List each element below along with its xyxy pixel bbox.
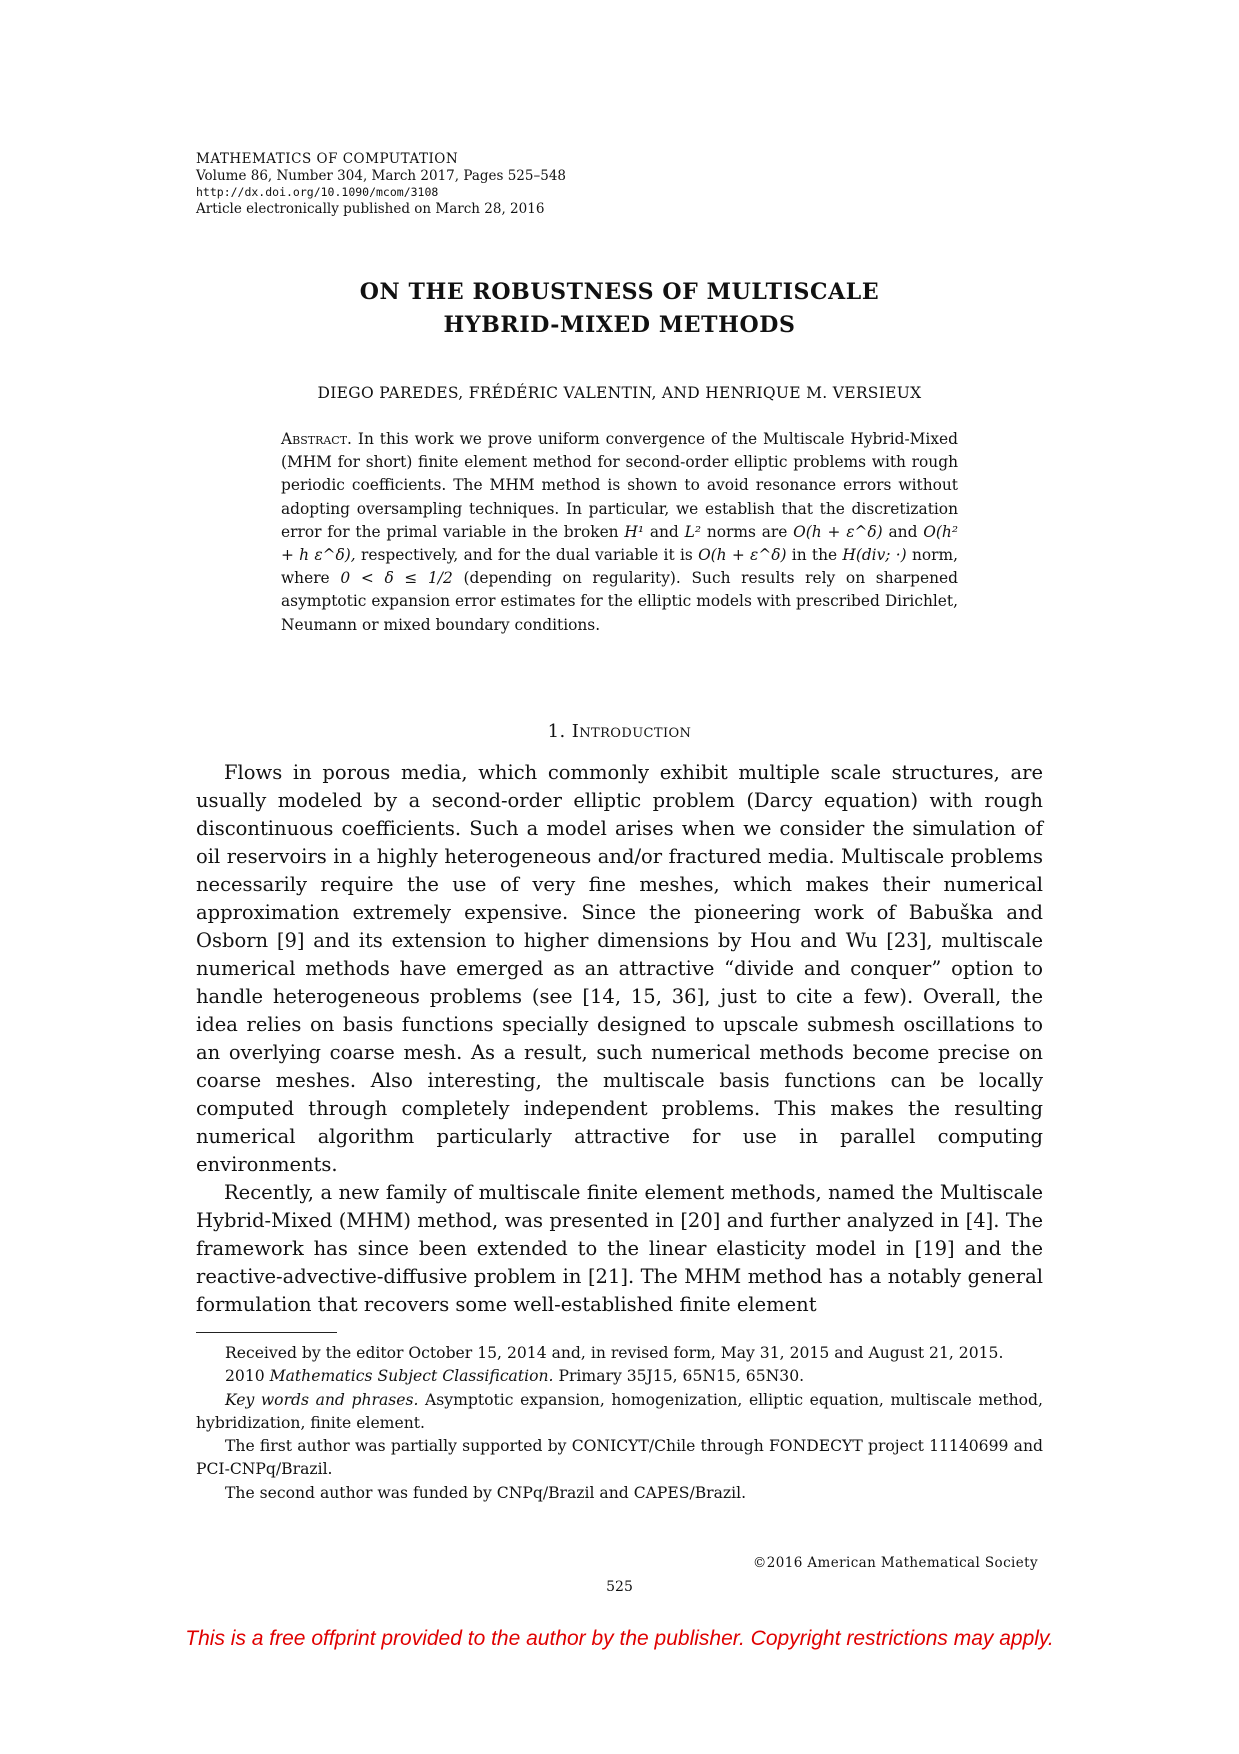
abstract-in-the: in the [791, 546, 838, 565]
paragraph-1: Flows in porous media, which commonly exhibit multiple scale structures, are usually modeled by a second-order elliptic problem (Darcy equation) with rough discontinuous coefficients. Such a model arises when we consider the simulation of oil reservoirs in a highly heterogeneous and/or fractured media. Multiscale problems necessarily require the use of very fine meshes, which makes their numerical approximation extremely expensive. Since the pioneering work of Babuška and Osborn [9] and its extension to higher dimensions by Hou and Wu [23], multiscale numerical methods have emerged as an attractive “divide and conquer” option to handle heterogeneous problems (see [14, 15, 36], just to cite a few). Overall, the idea relies on basis functions specially designed to upscale submesh oscillations to an overlying coarse mesh. As a result, such numerical methods become precise on coarse meshes. Also interesting, the multiscale basis functions can be locally computed through completely independent problems. This makes the resulting numerical algorithm particularly attractive for use in parallel computing environments. [196, 761, 1043, 1176]
paragraph-2: Recently, a new family of multiscale finite element methods, named the Multiscale Hybrid-Mixed (MHM) method, was presented in [20] and further analyzed in [4]. The framework has since been extended to the linear elasticity model in [19] and the reactive-advective-diffusive problem in [21]. The MHM method has a notably general formulation that recovers some well-established finite element [196, 1181, 1043, 1316]
journal-header [196, 151, 896, 217]
publication-date: Article electronically published on March 28, 2016 [196, 200, 545, 217]
footnote-received: Received by the editor October 15, 2014 and, in revised form, May 31, 2015 and August 21, 2015. [225, 1344, 1004, 1362]
footnotes [196, 1342, 1043, 1505]
msc-label: Mathematics Subject Classification. [269, 1367, 554, 1386]
section-number: 1. [547, 721, 566, 742]
math-rate-1: O(h + ε^δ) [793, 522, 883, 541]
footnote-keywords [196, 1389, 1043, 1436]
author-list: DIEGO PAREDES, FRÉDÉRIC VALENTIN, AND HENRIQUE M. VERSIEUX [317, 384, 922, 402]
keywords-text: Asymptotic expansion, homogenization, elliptic equation, multiscale method, hybridization, finite element. [196, 1390, 1043, 1432]
math-hdiv: H(div; ·) [842, 546, 907, 565]
abstract [281, 428, 958, 637]
math-h1: H¹ [624, 522, 645, 541]
footnote-second-author: The second author was funded by CNPq/Brazil and CAPES/Brazil. [225, 1483, 747, 1502]
offprint-notice: This is a free offprint provided to the author by the publisher. Copyright restrictions may apply. [185, 1627, 1054, 1650]
body-text [196, 759, 1043, 1319]
msc-text: Primary 35J15, 65N15, 65N30. [558, 1367, 805, 1386]
math-rate-3: O(h + ε^δ) [698, 546, 787, 565]
abstract-and-2: and [888, 522, 918, 541]
msc-year: 2010 [225, 1367, 265, 1386]
abstract-norm-where: norm, where [281, 546, 958, 588]
section-heading [196, 721, 1043, 742]
footnote-first-author: The first author was partially supported by CONICYT/Chile through FONDECYT project 11140699 and PCI-CNPq/Brazil. [196, 1437, 1043, 1479]
journal-volume: Volume 86, Number 304, March 2017, Pages 525–548 [196, 167, 566, 184]
footnote-divider [196, 1332, 337, 1333]
math-l2: L² [684, 522, 702, 541]
abstract-label: Abstract. [281, 430, 352, 448]
doi-link[interactable]: http://dx.doi.org/10.1090/mcom/3108 [196, 185, 439, 199]
abstract-text-2: respectively, and for the dual variable it is [361, 546, 693, 565]
journal-name: MATHEMATICS OF COMPUTATION [196, 151, 459, 167]
paper-title [196, 276, 1043, 342]
page-number: 525 [606, 1579, 633, 1595]
keywords-label: Key words and phrases. [225, 1390, 419, 1409]
footnote-msc [196, 1365, 1043, 1388]
section-title: Introduction [571, 721, 692, 742]
math-rate-2: O(h² + h ε^δ), [281, 522, 958, 565]
abstract-text-1: In this work we prove uniform convergence of the Multiscale Hybrid-Mixed (MHM for short) finite element method for second-order elliptic problems with rough periodic coefficients. The MHM method is shown to avoid resonance errors without adopting oversampling techniques. In particular, we establish that the discretization error for the primal variable in the broken [281, 430, 958, 541]
abstract-and: and [649, 522, 679, 541]
title-line-1: ON THE ROBUSTNESS OF MULTISCALE [359, 279, 880, 305]
abstract-norms-are: norms are [706, 522, 788, 541]
math-delta-range: 0 < δ ≤ 1/2 [340, 569, 453, 588]
title-line-2: HYBRID-MIXED METHODS [443, 312, 796, 338]
copyright-notice: ©2016 American Mathematical Society [752, 1555, 1038, 1571]
abstract-text-3: (depending on regularity). Such results rely on sharpened asymptotic expansion error estimates for the elliptic models with prescribed Dirichlet, Neumann or mixed boundary conditions. [281, 569, 958, 634]
